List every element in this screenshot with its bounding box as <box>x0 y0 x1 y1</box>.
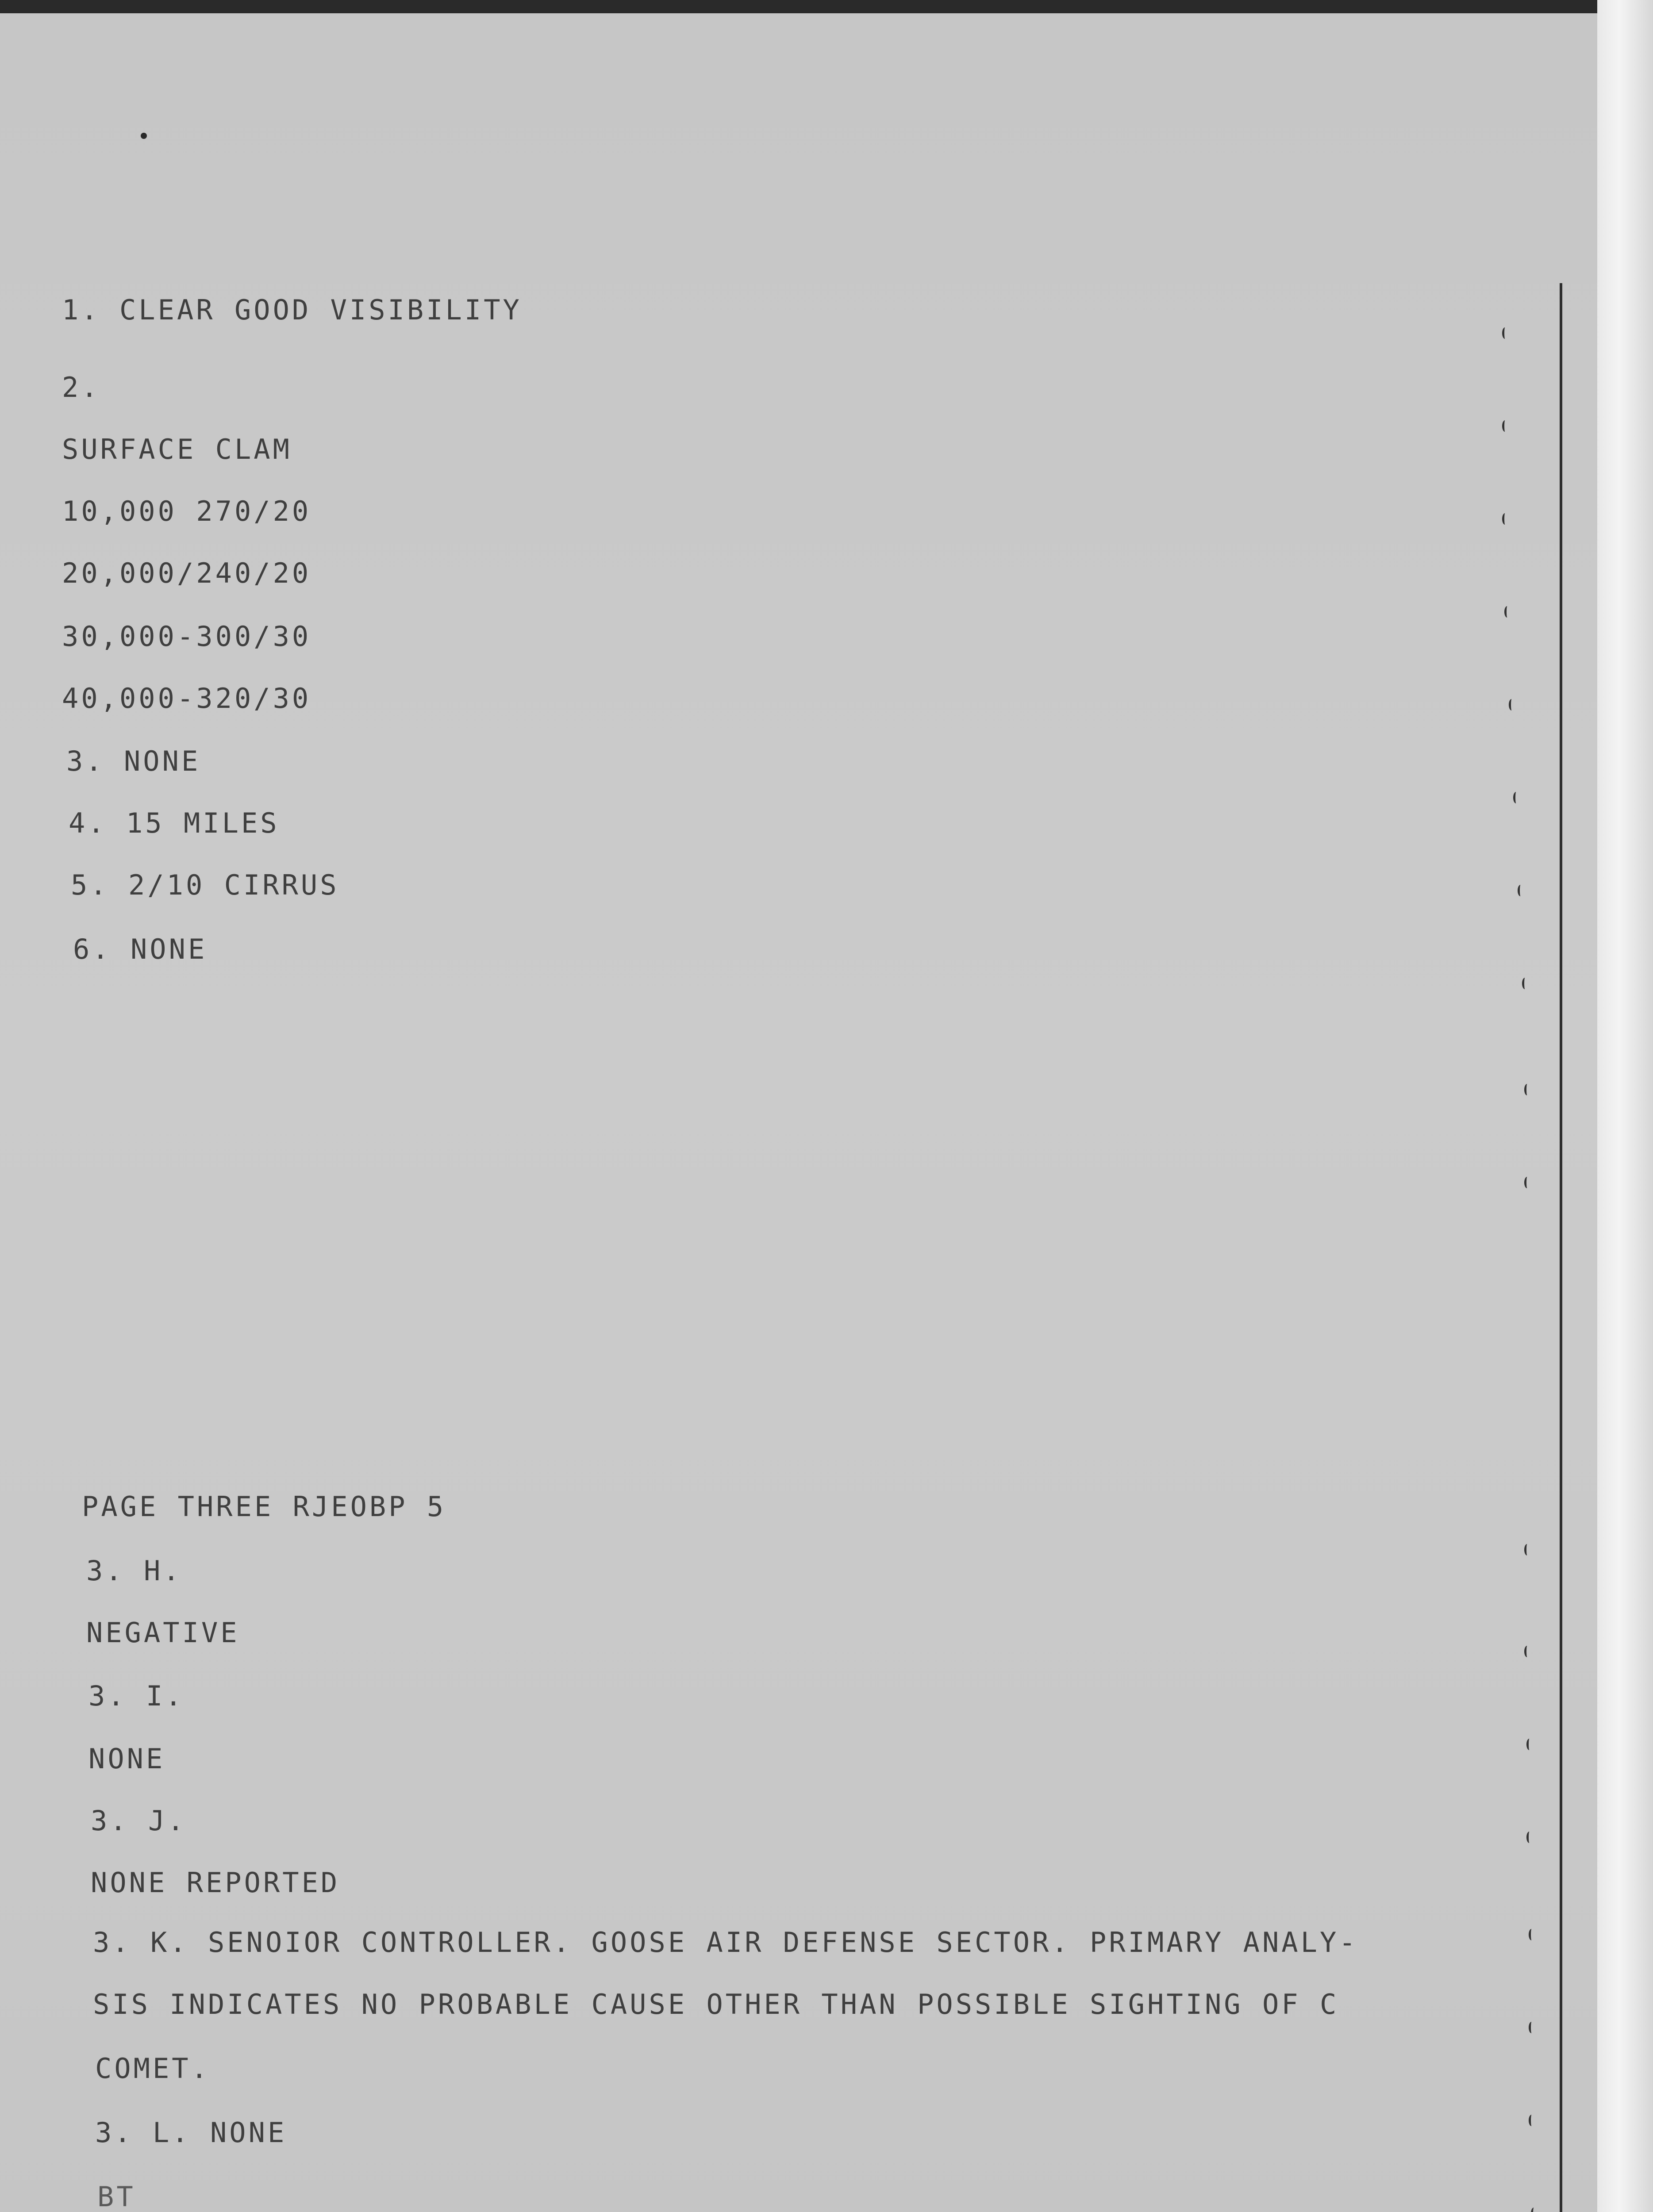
weather-line-item-5: 5. 2/10 CIRRUS <box>71 869 339 901</box>
margin-tick <box>1529 2115 1534 2126</box>
margin-tick <box>1502 420 1508 432</box>
weather-line-item-3: 3. NONE <box>66 745 201 777</box>
scan-right-edge <box>1597 0 1653 2212</box>
break-marker: BT <box>97 2181 136 2212</box>
weather-line-item-4: 4. 15 MILES <box>69 807 280 839</box>
weather-line-30000: 30,000-300/30 <box>62 620 311 653</box>
item-3j-label: 3. J. <box>91 1805 187 1837</box>
margin-tick <box>1531 2208 1537 2212</box>
page-header: PAGE THREE RJEOBP 5 <box>82 1490 446 1523</box>
item-3k-line-1: 3. K. SENOIOR CONTROLLER. GOOSE AIR DEFENSE SECTOR. PRIMARY ANALY- <box>93 1926 1358 1959</box>
item-3j-value: NONE REPORTED <box>91 1866 340 1899</box>
margin-tick <box>1524 1177 1530 1188</box>
item-3i-label: 3. I. <box>88 1680 185 1712</box>
item-3h-value: NEGATIVE <box>86 1617 240 1649</box>
margin-tick <box>1509 699 1515 710</box>
margin-rule <box>1560 283 1562 2212</box>
weather-line-item-6: 6. NONE <box>73 933 208 965</box>
margin-tick <box>1526 1832 1532 1843</box>
margin-tick <box>1529 2022 1534 2033</box>
item-3i-value: NONE <box>88 1743 165 1775</box>
margin-tick <box>1524 1544 1530 1555</box>
weather-line-surface: SURFACE CLAM <box>62 433 292 465</box>
teletype-page <box>0 13 1597 2212</box>
weather-line-40000: 40,000-320/30 <box>62 682 311 714</box>
weather-line-20000: 20,000/240/20 <box>62 557 311 589</box>
margin-tick <box>1504 606 1510 618</box>
weather-line-visibility: 1. CLEAR GOOD VISIBILITY <box>62 294 522 326</box>
weather-line-item-2: 2. <box>62 371 100 403</box>
margin-tick <box>1522 978 1528 989</box>
margin-tick <box>1513 792 1519 803</box>
margin-tick <box>1502 513 1508 525</box>
weather-line-10000: 10,000 270/20 <box>62 495 311 527</box>
ink-speck <box>141 133 147 139</box>
margin-tick <box>1524 1084 1530 1095</box>
margin-tick <box>1526 1739 1532 1750</box>
item-3k-line-3: COMET. <box>95 2052 210 2085</box>
scan-top-edge <box>0 0 1653 13</box>
item-3k-line-2: SIS INDICATES NO PROBABLE CAUSE OTHER THAN POSSIBLE SIGHTING OF C <box>93 1988 1339 2020</box>
margin-tick <box>1502 327 1508 339</box>
item-3l-line: 3. L. NONE <box>95 2116 287 2149</box>
margin-tick <box>1529 1929 1534 1940</box>
margin-tick <box>1524 1646 1530 1657</box>
margin-tick <box>1518 885 1523 896</box>
item-3h-label: 3. H. <box>86 1555 182 1587</box>
